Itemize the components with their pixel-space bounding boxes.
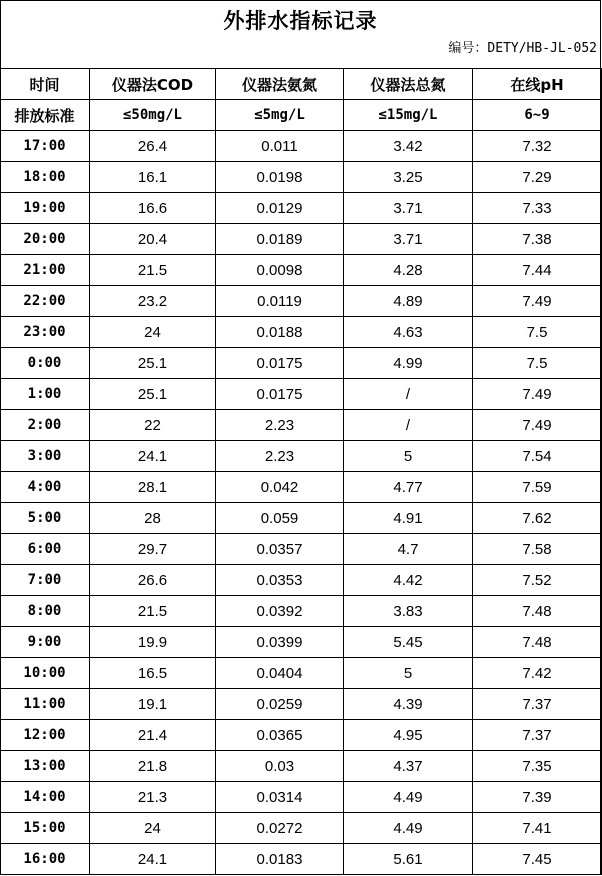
cell-time: 3:00 <box>0 441 90 472</box>
cell-ammonia-nitrogen: 0.0365 <box>216 720 344 751</box>
cell-cod: 19.1 <box>90 689 216 720</box>
cell-ammonia-nitrogen: 0.059 <box>216 503 344 534</box>
cell-ph: 7.37 <box>473 689 602 720</box>
table-row <box>0 658 602 689</box>
table-row <box>0 193 602 224</box>
cell-ph: 7.59 <box>473 472 602 503</box>
cell-cod: 21.5 <box>90 255 216 286</box>
header-cod: 仪器法COD <box>90 69 216 100</box>
table-row <box>0 813 602 844</box>
cell-total-nitrogen: 4.7 <box>344 534 473 565</box>
cell-time: 19:00 <box>0 193 90 224</box>
cell-ammonia-nitrogen: 0.011 <box>216 131 344 162</box>
cell-ammonia-nitrogen: 0.0175 <box>216 379 344 410</box>
cell-time: 12:00 <box>0 720 90 751</box>
cell-ph: 7.48 <box>473 627 602 658</box>
cell-total-nitrogen: 4.49 <box>344 782 473 813</box>
cell-ammonia-nitrogen: 0.0175 <box>216 348 344 379</box>
cell-ammonia-nitrogen: 0.0119 <box>216 286 344 317</box>
table-row <box>0 844 602 875</box>
cell-total-nitrogen: 4.42 <box>344 565 473 596</box>
cell-total-nitrogen: 4.49 <box>344 813 473 844</box>
cell-ph: 7.38 <box>473 224 602 255</box>
standard-label: 排放标准 <box>0 100 90 131</box>
cell-time: 1:00 <box>0 379 90 410</box>
cell-time: 16:00 <box>0 844 90 875</box>
cell-cod: 26.4 <box>90 131 216 162</box>
cell-total-nitrogen: 4.39 <box>344 689 473 720</box>
cell-total-nitrogen: 5 <box>344 441 473 472</box>
cell-ammonia-nitrogen: 0.042 <box>216 472 344 503</box>
table-row <box>0 782 602 813</box>
cell-time: 21:00 <box>0 255 90 286</box>
cell-ammonia-nitrogen: 0.03 <box>216 751 344 782</box>
cell-cod: 16.1 <box>90 162 216 193</box>
cell-ammonia-nitrogen: 0.0183 <box>216 844 344 875</box>
cell-cod: 28 <box>90 503 216 534</box>
cell-total-nitrogen: 3.83 <box>344 596 473 627</box>
table-row <box>0 565 602 596</box>
header-ammonia-nitrogen: 仪器法氨氮 <box>216 69 344 100</box>
cell-total-nitrogen: 4.99 <box>344 348 473 379</box>
standard-ammonia-nitrogen: ≤5mg/L <box>216 100 344 131</box>
cell-cod: 28.1 <box>90 472 216 503</box>
cell-ph: 7.35 <box>473 751 602 782</box>
cell-time: 5:00 <box>0 503 90 534</box>
cell-ph: 7.42 <box>473 658 602 689</box>
cell-total-nitrogen: 5.61 <box>344 844 473 875</box>
cell-ph: 7.58 <box>473 534 602 565</box>
cell-ph: 7.49 <box>473 379 602 410</box>
cell-ph: 7.62 <box>473 503 602 534</box>
standard-ph: 6~9 <box>473 100 602 131</box>
cell-ph: 7.41 <box>473 813 602 844</box>
cell-cod: 24.1 <box>90 441 216 472</box>
cell-cod: 21.5 <box>90 596 216 627</box>
cell-cod: 20.4 <box>90 224 216 255</box>
cell-ammonia-nitrogen: 0.0357 <box>216 534 344 565</box>
cell-time: 17:00 <box>0 131 90 162</box>
cell-ammonia-nitrogen: 0.0399 <box>216 627 344 658</box>
cell-time: 20:00 <box>0 224 90 255</box>
cell-ammonia-nitrogen: 0.0353 <box>216 565 344 596</box>
cell-total-nitrogen: / <box>344 410 473 441</box>
cell-ammonia-nitrogen: 0.0189 <box>216 224 344 255</box>
cell-cod: 29.7 <box>90 534 216 565</box>
cell-ammonia-nitrogen: 0.0392 <box>216 596 344 627</box>
table-row <box>0 162 602 193</box>
cell-ph: 7.48 <box>473 596 602 627</box>
cell-ph: 7.33 <box>473 193 602 224</box>
cell-time: 18:00 <box>0 162 90 193</box>
cell-ammonia-nitrogen: 0.0098 <box>216 255 344 286</box>
table-row <box>0 503 602 534</box>
document-code: 编号：DETY/HB-JL-052 <box>448 41 597 56</box>
cell-time: 11:00 <box>0 689 90 720</box>
cell-cod: 22 <box>90 410 216 441</box>
cell-ph: 7.39 <box>473 782 602 813</box>
document-title: 外排水指标记录 <box>223 9 378 33</box>
table-row <box>0 751 602 782</box>
cell-time: 8:00 <box>0 596 90 627</box>
cell-total-nitrogen: 5.45 <box>344 627 473 658</box>
cell-time: 22:00 <box>0 286 90 317</box>
cell-cod: 24.1 <box>90 844 216 875</box>
cell-ph: 7.44 <box>473 255 602 286</box>
table-row <box>0 255 602 286</box>
cell-time: 9:00 <box>0 627 90 658</box>
cell-total-nitrogen: 4.37 <box>344 751 473 782</box>
cell-ammonia-nitrogen: 0.0129 <box>216 193 344 224</box>
table-row <box>0 441 602 472</box>
cell-cod: 24 <box>90 317 216 348</box>
cell-ph: 7.52 <box>473 565 602 596</box>
cell-time: 15:00 <box>0 813 90 844</box>
cell-ph: 7.29 <box>473 162 602 193</box>
table-row <box>0 534 602 565</box>
table-row <box>0 410 602 441</box>
table-row <box>0 627 602 658</box>
cell-total-nitrogen: 3.71 <box>344 193 473 224</box>
cell-time: 2:00 <box>0 410 90 441</box>
cell-total-nitrogen: 4.95 <box>344 720 473 751</box>
cell-cod: 21.3 <box>90 782 216 813</box>
cell-ammonia-nitrogen: 2.23 <box>216 441 344 472</box>
cell-total-nitrogen: 5 <box>344 658 473 689</box>
standard-cod: ≤50mg/L <box>90 100 216 131</box>
cell-cod: 26.6 <box>90 565 216 596</box>
cell-cod: 21.4 <box>90 720 216 751</box>
cell-ammonia-nitrogen: 0.0198 <box>216 162 344 193</box>
table-row <box>0 596 602 627</box>
cell-cod: 19.9 <box>90 627 216 658</box>
standard-total-nitrogen: ≤15mg/L <box>344 100 473 131</box>
cell-time: 13:00 <box>0 751 90 782</box>
cell-cod: 25.1 <box>90 379 216 410</box>
cell-ammonia-nitrogen: 2.23 <box>216 410 344 441</box>
cell-total-nitrogen: 4.77 <box>344 472 473 503</box>
cell-total-nitrogen: 3.25 <box>344 162 473 193</box>
cell-ph: 7.5 <box>473 317 602 348</box>
cell-total-nitrogen: 4.89 <box>344 286 473 317</box>
cell-time: 23:00 <box>0 317 90 348</box>
cell-ph: 7.32 <box>473 131 602 162</box>
cell-total-nitrogen: 4.91 <box>344 503 473 534</box>
cell-cod: 25.1 <box>90 348 216 379</box>
header-row <box>0 69 602 100</box>
cell-time: 0:00 <box>0 348 90 379</box>
discharge-table <box>0 68 602 875</box>
cell-total-nitrogen: 3.42 <box>344 131 473 162</box>
cell-total-nitrogen: / <box>344 379 473 410</box>
cell-ph: 7.49 <box>473 286 602 317</box>
table-row <box>0 131 602 162</box>
cell-ph: 7.49 <box>473 410 602 441</box>
cell-time: 4:00 <box>0 472 90 503</box>
header-time: 时间 <box>0 69 90 100</box>
cell-ammonia-nitrogen: 0.0272 <box>216 813 344 844</box>
cell-total-nitrogen: 3.71 <box>344 224 473 255</box>
standard-row <box>0 100 602 131</box>
cell-ph: 7.37 <box>473 720 602 751</box>
cell-ammonia-nitrogen: 0.0188 <box>216 317 344 348</box>
cell-ph: 7.45 <box>473 844 602 875</box>
table-row <box>0 720 602 751</box>
cell-ammonia-nitrogen: 0.0314 <box>216 782 344 813</box>
header-ph: 在线pH <box>473 69 602 100</box>
table-row <box>0 379 602 410</box>
cell-total-nitrogen: 4.28 <box>344 255 473 286</box>
cell-cod: 16.5 <box>90 658 216 689</box>
table-row <box>0 689 602 720</box>
cell-cod: 24 <box>90 813 216 844</box>
cell-ph: 7.54 <box>473 441 602 472</box>
header-total-nitrogen: 仪器法总氮 <box>344 69 473 100</box>
table-row <box>0 224 602 255</box>
table-row <box>0 286 602 317</box>
cell-time: 14:00 <box>0 782 90 813</box>
cell-ammonia-nitrogen: 0.0259 <box>216 689 344 720</box>
cell-total-nitrogen: 4.63 <box>344 317 473 348</box>
cell-cod: 16.6 <box>90 193 216 224</box>
cell-time: 10:00 <box>0 658 90 689</box>
cell-cod: 23.2 <box>90 286 216 317</box>
table-row <box>0 472 602 503</box>
cell-cod: 21.8 <box>90 751 216 782</box>
cell-ph: 7.5 <box>473 348 602 379</box>
cell-time: 6:00 <box>0 534 90 565</box>
table-row <box>0 317 602 348</box>
table-row <box>0 348 602 379</box>
cell-time: 7:00 <box>0 565 90 596</box>
cell-ammonia-nitrogen: 0.0404 <box>216 658 344 689</box>
